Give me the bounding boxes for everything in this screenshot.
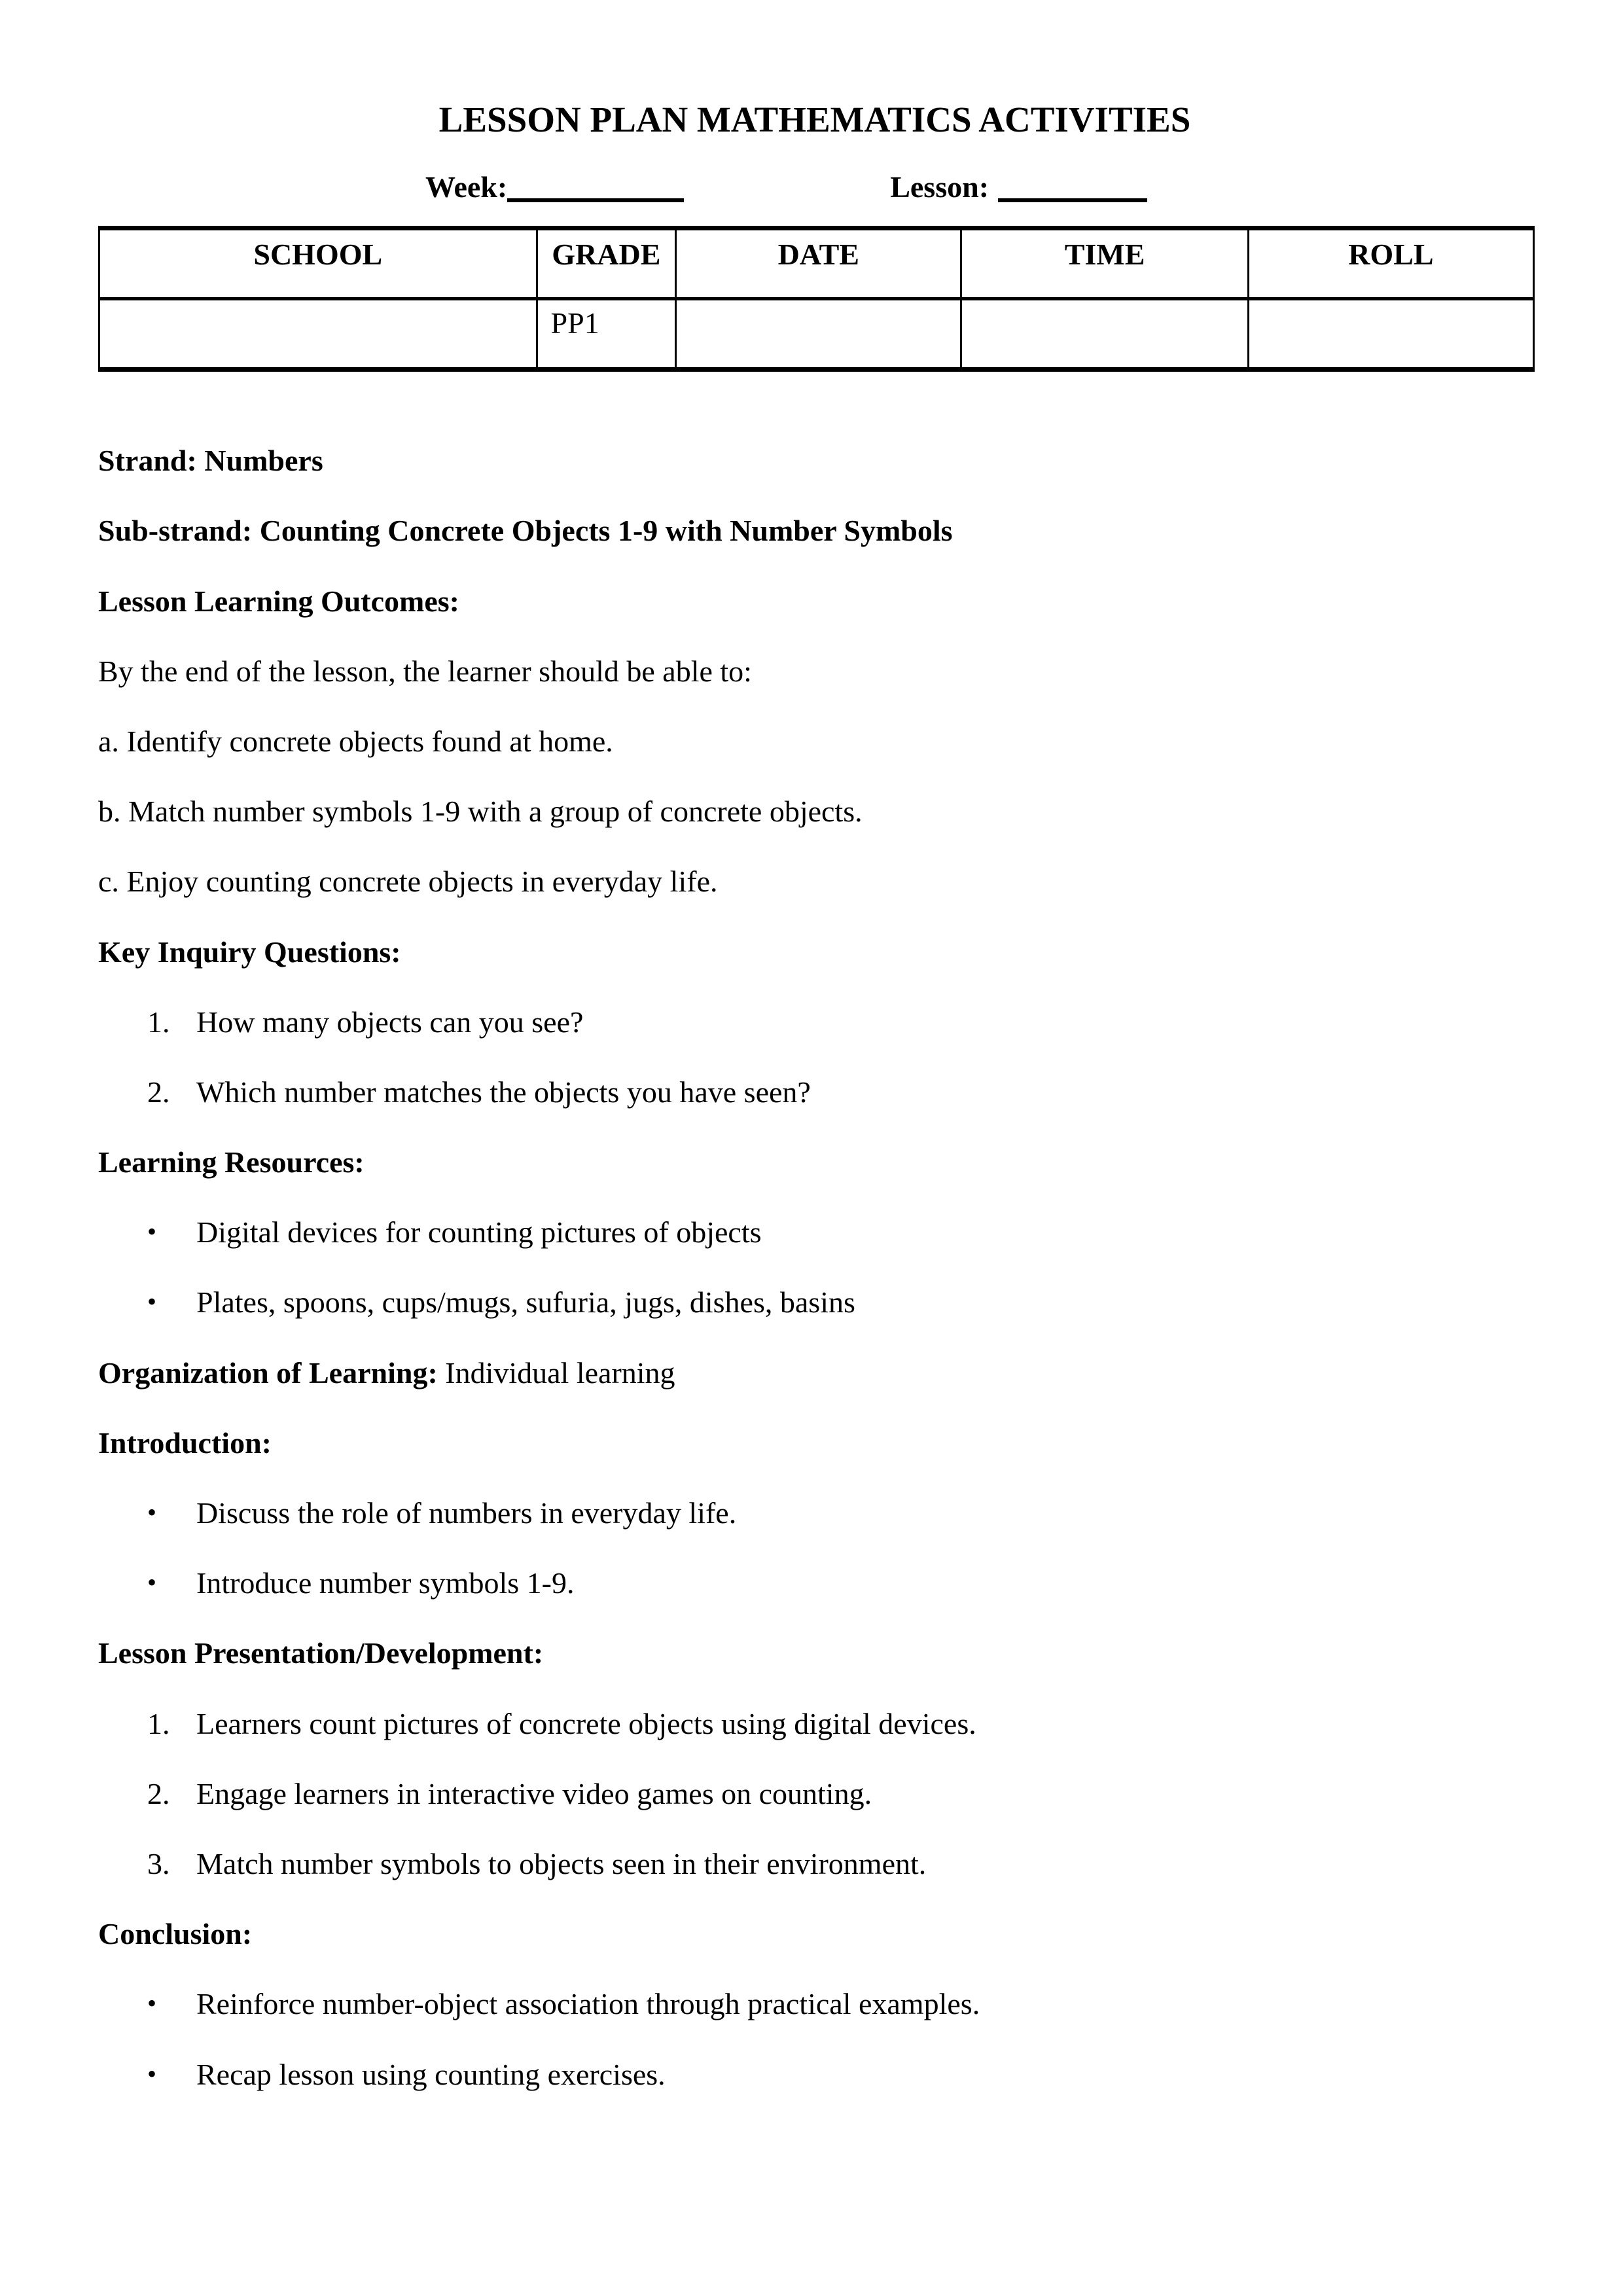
list-item-text: Introduce number symbols 1-9. [196,1566,575,1600]
section-heading: Introduction: [98,1426,272,1460]
col-header-time: TIME [961,228,1248,299]
col-header-date: DATE [676,228,961,299]
list-item [98,1986,1531,2022]
number-marker: 2. [147,1075,170,1109]
cell-roll [1248,299,1533,370]
list-item [98,1004,1531,1040]
section-heading: Learning Resources: [98,1145,365,1179]
section-heading: Strand: Numbers [98,444,323,478]
week-lesson-line [98,169,1531,205]
cell-date [676,299,961,370]
list-item [98,1214,1531,1250]
list-item-text: Plates, spoons, cups/mugs, sufuria, jugs, dishes, basins [196,1285,855,1319]
number-marker: 3. [147,1846,170,1880]
cell-grade: PP1 [537,299,676,370]
col-header-school: SCHOOL [99,228,537,299]
list-item-text: Recap lesson using counting exercises. [196,2057,666,2091]
number-marker: 1. [147,1706,170,1740]
list-item-text: Digital devices for counting pictures of objects [196,1215,762,1249]
list-item-text: Discuss the role of numbers in everyday life. [196,1496,737,1530]
list-item-text: Learners count pictures of concrete objects using digital devices. [196,1706,976,1740]
lesson-blank-line [998,190,1147,202]
list-item-text: Match number symbols to objects seen in their environment. [196,1846,927,1880]
list-item [98,1074,1531,1110]
list-item [98,2056,1531,2092]
list-item [98,1565,1531,1601]
table-header-row [99,228,1534,299]
section-heading: Conclusion: [98,1917,253,1951]
number-marker: 1. [147,1005,170,1039]
list-item [98,1776,1531,1812]
col-header-roll: ROLL [1248,228,1533,299]
cell-school [99,299,537,370]
list-item [98,1706,1531,1742]
lesson-label: Lesson: [890,170,990,204]
lesson-field [890,169,1147,205]
paragraph: a. Identify concrete objects found at home. [98,724,613,758]
section-heading: Lesson Presentation/Development: [98,1636,544,1670]
bullet-marker: • [147,2058,157,2089]
week-blank-line [507,190,684,202]
week-field [425,169,684,205]
lesson-info-table [98,226,1535,372]
bullet-marker: • [147,1217,157,1247]
section-heading: Lesson Learning Outcomes: [98,584,459,618]
section-heading: Key Inquiry Questions: [98,935,401,969]
list-item-text: Engage learners in interactive video games on counting. [196,1776,872,1810]
list-item [98,1284,1531,1320]
section-heading: Sub-strand: Counting Concrete Objects 1-9 with Number Symbols [98,514,953,548]
paragraph-text: Individual learning [437,1355,675,1390]
list-item-text: How many objects can you see? [196,1005,584,1039]
paragraph: c. Enjoy counting concrete objects in everyday life. [98,865,718,899]
bullet-marker: • [147,1988,157,2018]
document-title: LESSON PLAN MATHEMATICS ACTIVITIES [438,99,1191,139]
paragraph [98,1355,1531,1391]
paragraph-bold-label: Organization of Learning: [98,1355,438,1390]
table-data-row [99,299,1534,370]
week-label: Week: [425,170,508,204]
bullet-marker: • [147,1498,157,1527]
bullet-marker: • [147,1287,157,1317]
number-marker: 2. [147,1776,170,1810]
paragraph: By the end of the lesson, the learner should be able to: [98,654,752,688]
list-item [98,1846,1531,1882]
list-item [98,1495,1531,1531]
cell-time [961,299,1248,370]
document-content [98,442,1531,2092]
col-header-grade: GRADE [537,228,676,299]
bullet-marker: • [147,1568,157,1598]
list-item-text: Reinforce number-object association through practical examples. [196,1987,980,2021]
paragraph: b. Match number symbols 1-9 with a group of concrete objects. [98,795,863,829]
list-item-text: Which number matches the objects you have seen? [196,1075,811,1109]
